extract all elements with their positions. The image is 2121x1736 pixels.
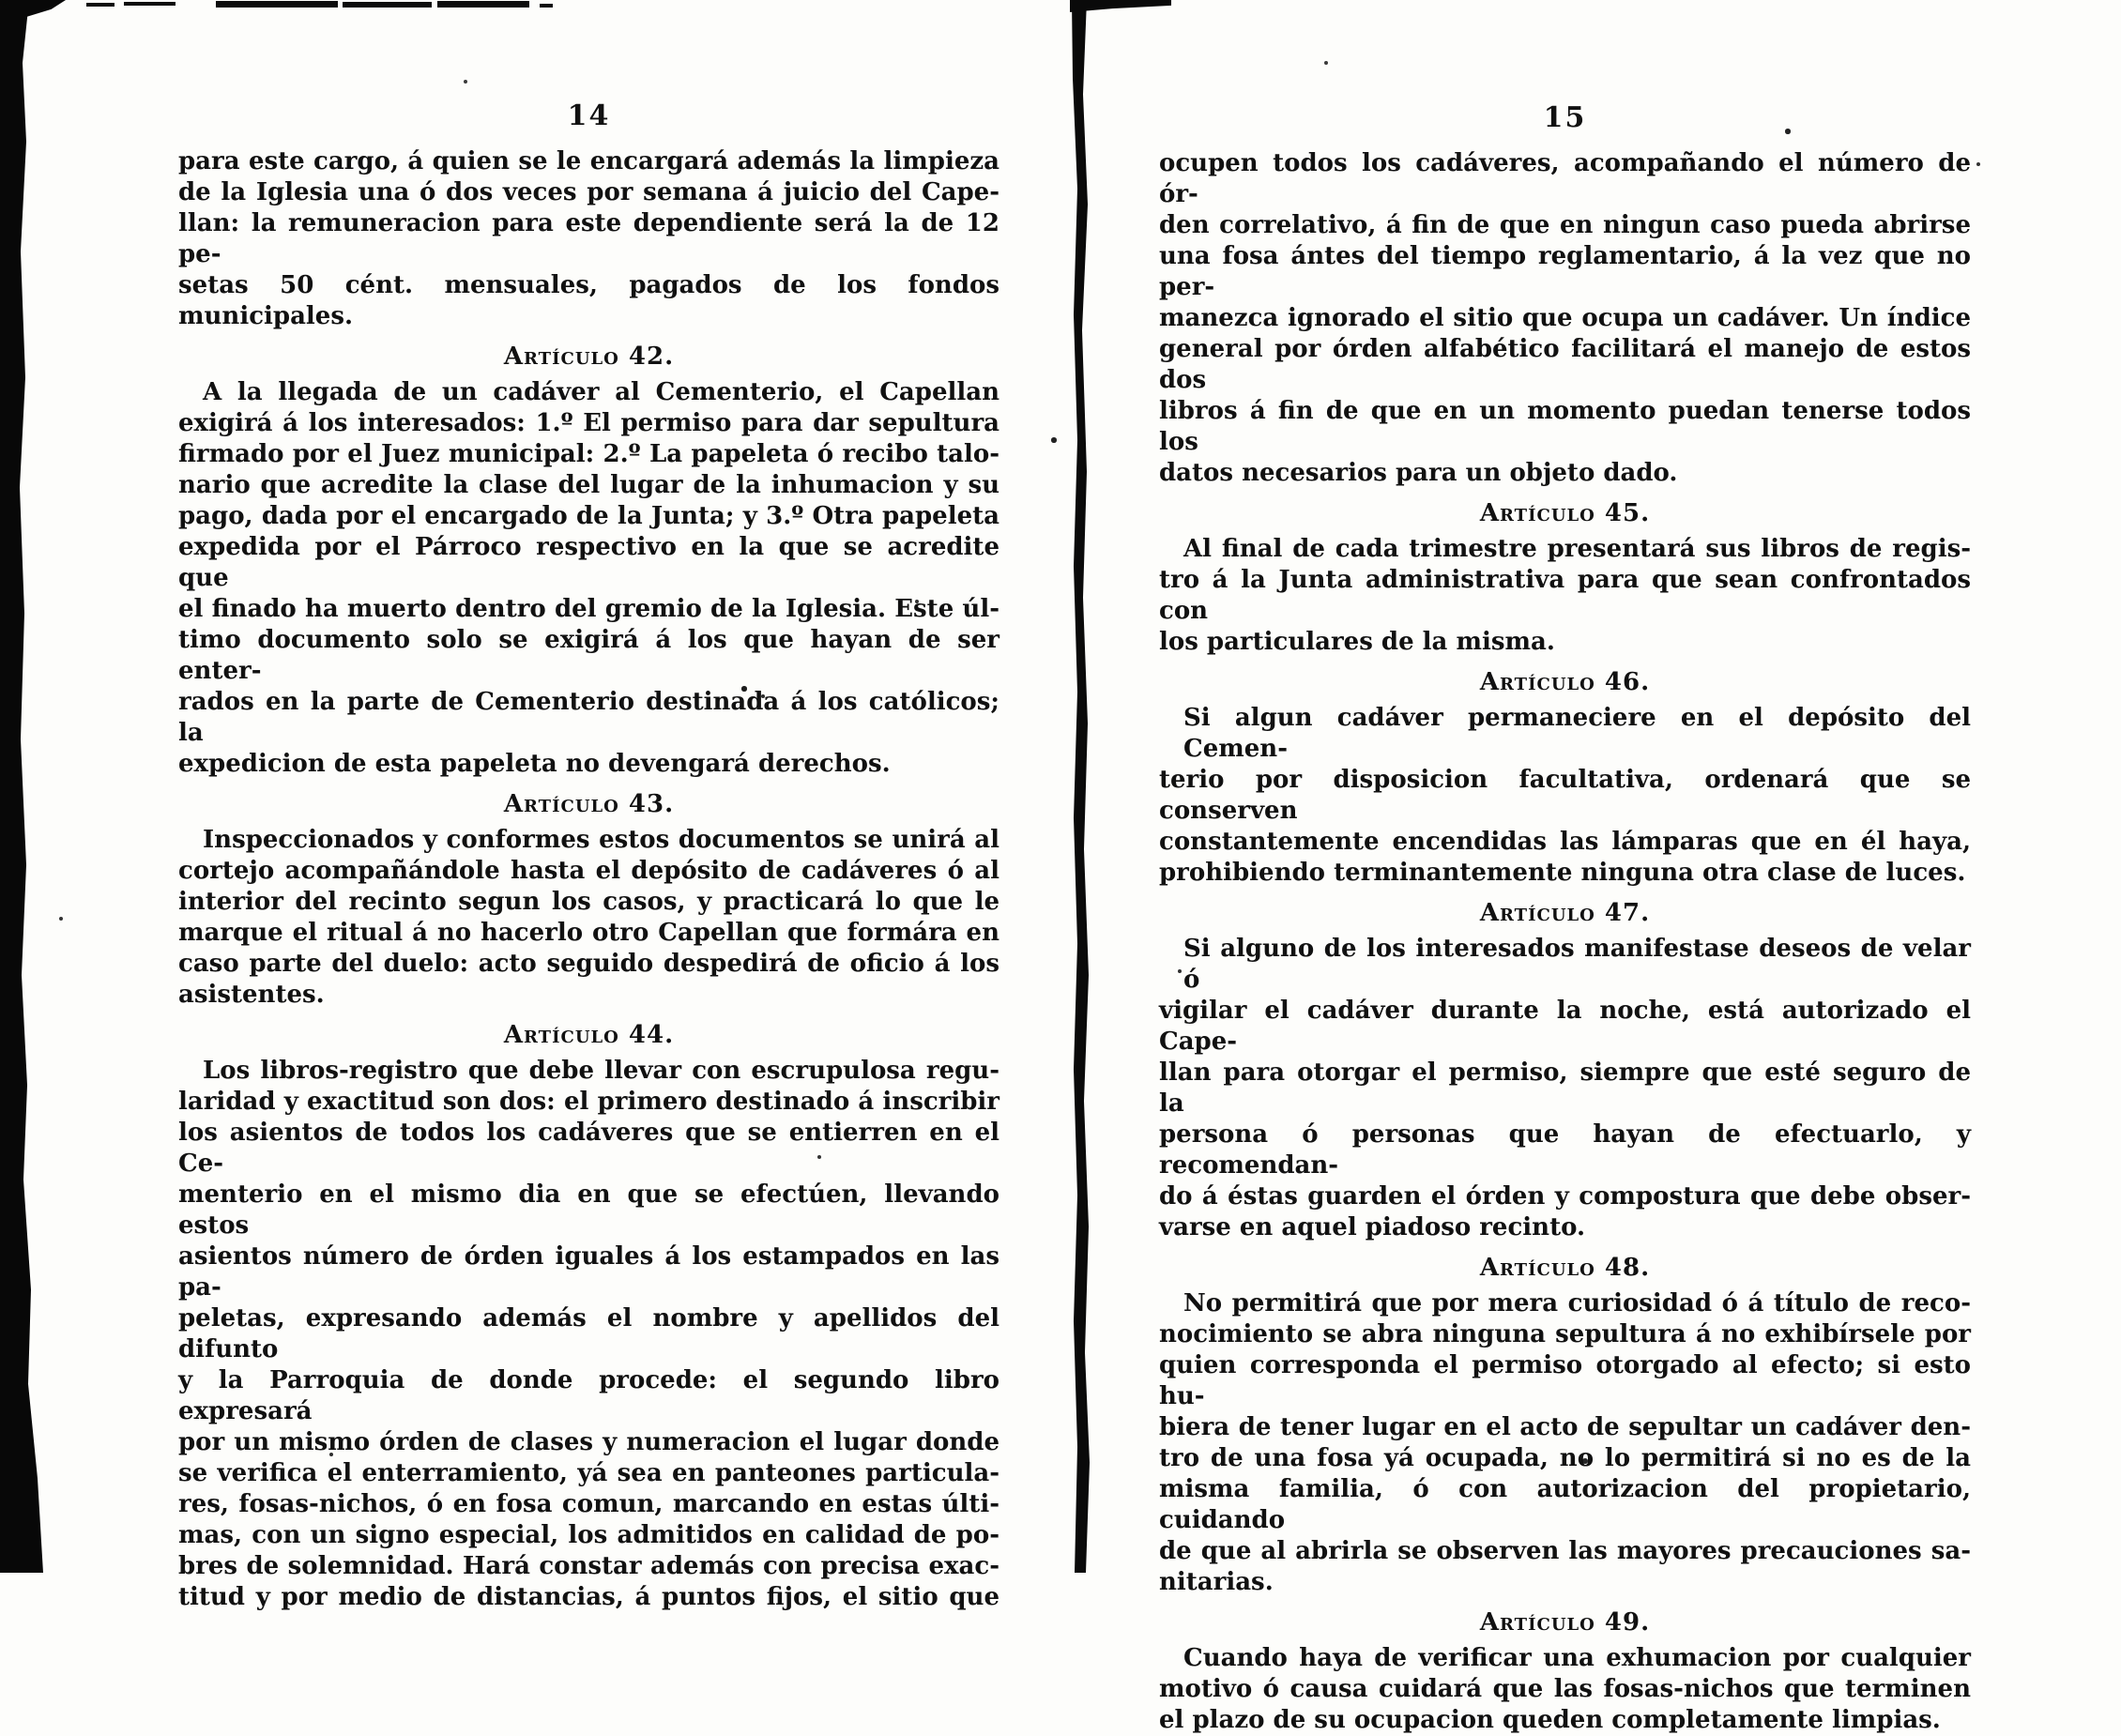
text-line: Inspeccionados y conformes estos documentos se unirá al xyxy=(203,826,999,854)
page-number: 14 xyxy=(567,99,611,132)
text-line: para este cargo, á quien se le encargará además la limpieza xyxy=(178,147,999,175)
text-line: los asientos de todos los cadáveres que se entierren en el Ce- xyxy=(178,1119,999,1178)
text-line: general por órden alfabético facilitará el manejo de estos dos xyxy=(1159,335,1971,394)
article-heading: Artículo 47. xyxy=(1479,899,1651,927)
text-line: Al final de cada trimestre presentará sus libros de regis- xyxy=(1183,535,1971,563)
binding-corner xyxy=(0,0,66,17)
text-line: manezca ignorado el sitio que ocupa un cadáver. Un índice xyxy=(1159,304,1971,332)
paragraph xyxy=(1159,534,1971,658)
text-line: tro á la Junta administrativa para que sean confrontados con xyxy=(1159,566,1971,625)
text-line: biera de tener lugar en el acto de sepultar un cadáver den- xyxy=(1159,1413,1971,1441)
text-line: pago, dada por el encargado de la Junta; y 3.º Otra papeleta xyxy=(178,502,999,530)
gutter-top-edge xyxy=(1070,0,1171,12)
text-line: misma familia, ó con autorizacion del propietario, cuidando xyxy=(1159,1475,1971,1534)
text-line: de que al abrirla se observen las mayores precauciones sa- xyxy=(1159,1537,1971,1565)
text-line: rados en la parte de Cementerio destinada á los católicos; la xyxy=(178,688,999,747)
article-heading: Artículo 42. xyxy=(503,343,675,371)
paragraph xyxy=(178,377,999,780)
text-line: prohibiendo terminantemente ninguna otra clase de luces. xyxy=(1159,859,1966,887)
page-top-edge-line xyxy=(343,2,432,8)
text-line: se verifica el enterramiento, yá sea en panteones particula- xyxy=(178,1459,999,1487)
text-line: varse en aquel piadoso recinto. xyxy=(1159,1213,1586,1241)
page-body xyxy=(178,146,999,1613)
text-line: nocimiento se abra ninguna sepultura á no exhibírsele por xyxy=(1159,1320,1971,1348)
text-line: den correlativo, á fin de que en ningun caso pueda abrirse xyxy=(1159,211,1971,239)
text-line: marque el ritual á no hacerlo otro Capellan que formára en xyxy=(178,919,999,947)
article-heading: Artículo 45. xyxy=(1479,499,1651,527)
scan-speckles xyxy=(0,0,2,2)
paragraph xyxy=(178,825,999,1011)
text-line: menterio en el mismo dia en que se efectúen, llevando estos xyxy=(178,1180,999,1240)
text-line: laridad y exactitud son dos: el primero destinado á inscribir xyxy=(178,1088,999,1116)
page-top-edge-line xyxy=(216,1,338,8)
text-line: llan: la remuneracion para este dependiente será la de 12 pe- xyxy=(178,209,999,268)
text-line: mas, con un signo especial, los admitidos en calidad de po- xyxy=(178,1521,999,1549)
text-line: quien corresponda el permiso otorgado al efecto; si esto hu- xyxy=(1159,1351,1971,1410)
text-line: motivo ó causa cuidará que las fosas-nichos que terminen xyxy=(1159,1675,1971,1703)
text-line: el finado ha muerto dentro del gremio de la Iglesia. Este úl- xyxy=(178,595,999,623)
text-line: una fosa ántes del tiempo reglamentario, á la vez que no per- xyxy=(1159,242,1971,301)
text-line: libros á fin de que en un momento puedan tenerse todos los xyxy=(1159,397,1971,456)
text-line: persona ó personas que hayan de efectuarlo, y recomendan- xyxy=(1159,1120,1971,1180)
text-line: vigilar el cadáver durante la noche, está autorizado el Cape- xyxy=(1159,997,1971,1056)
text-line: caso parte del duelo: acto seguido despedirá de oficio á los xyxy=(178,950,999,978)
article-heading: Artículo 44. xyxy=(503,1021,675,1049)
text-line: No permitirá que por mera curiosidad ó á título de reco- xyxy=(1183,1289,1971,1317)
text-line: nario que acredite la clase del lugar de la inhumacion y su xyxy=(178,471,999,499)
text-line: expedicion de esta papeleta no devengará derechos. xyxy=(178,750,891,778)
page-14 xyxy=(178,99,999,1613)
text-line: setas 50 cént. mensuales, pagados de los fondos municipales. xyxy=(178,271,999,330)
page-top-edge-line xyxy=(124,2,175,6)
text-line: terio por disposicion facultativa, ordenará que se conserven xyxy=(1159,766,1971,825)
text-line: firmado por el Juez municipal: 2.º La papeleta ó recibo talo- xyxy=(178,440,999,468)
text-line: Los libros-registro que debe llevar con escrupulosa regu- xyxy=(203,1057,999,1085)
text-line: asistentes. xyxy=(178,981,325,1009)
paragraph xyxy=(178,146,999,332)
text-line: y la Parroquia de donde procede: el segundo libro expresará xyxy=(178,1366,999,1425)
article-heading: Artículo 48. xyxy=(1479,1254,1651,1282)
text-line: Si alguno de los interesados manifestase deseos de velar ó xyxy=(1183,935,1971,994)
page-top-edge-line xyxy=(540,4,553,8)
paragraph xyxy=(1159,1288,1971,1598)
text-line: cortejo acompañándole hasta el depósito de cadáveres ó al xyxy=(178,857,999,885)
text-line: tro de una fosa yá ocupada, no lo permitirá si no es de la xyxy=(1159,1444,1971,1472)
paragraph xyxy=(1159,934,1971,1243)
text-line: titud y por medio de distancias, á puntos fijos, el sitio que xyxy=(178,1583,999,1611)
page-15 xyxy=(1159,101,1971,1736)
text-line: asientos número de órden iguales á los estampados en las pa- xyxy=(178,1242,999,1302)
text-line: Si algun cadáver permaneciere en el depósito del Cemen- xyxy=(1183,704,1971,763)
page-top-edge-line xyxy=(437,1,529,8)
text-line: nitarias. xyxy=(1159,1568,1274,1596)
paragraph xyxy=(178,1056,999,1613)
text-line: datos necesarios para un objeto dado. xyxy=(1159,459,1678,487)
page-number: 15 xyxy=(1543,101,1587,134)
page-top-edge-line xyxy=(86,3,114,7)
gutter-shadow xyxy=(1066,0,1091,1573)
text-line: los particulares de la misma. xyxy=(1159,628,1555,656)
text-line: do á éstas guarden el órden y compostura que debe obser- xyxy=(1159,1182,1971,1211)
paragraph xyxy=(1159,703,1971,889)
text-line: el plazo de su ocupacion queden completamente limpias. xyxy=(1159,1706,1941,1734)
text-line: peletas, expresando además el nombre y apellidos del difunto xyxy=(178,1304,999,1363)
article-heading: Artículo 49. xyxy=(1479,1608,1651,1637)
text-line: exigirá á los interesados: 1.º El permiso para dar sepultura xyxy=(178,409,999,437)
paragraph xyxy=(1159,148,1971,489)
text-line: Cuando haya de verificar una exhumacion por cualquier xyxy=(1183,1644,1971,1672)
text-line: constantemente encendidas las lámparas que en él haya, xyxy=(1159,828,1971,856)
text-line: bres de solemnidad. Hará constar además con precisa exac- xyxy=(178,1552,999,1580)
text-line: por un mismo órden de clases y numeracion el lugar donde xyxy=(178,1428,999,1456)
paragraph xyxy=(1159,1643,1971,1736)
text-line: interior del recinto segun los casos, y practicará lo que le xyxy=(178,888,999,916)
text-line: res, fosas-nichos, ó en fosa comun, marcando en estas últi- xyxy=(178,1490,999,1518)
text-line: timo documento solo se exigirá á los que hayan de ser enter- xyxy=(178,626,999,685)
binding-edge xyxy=(0,0,49,1573)
text-line: A la llegada de un cadáver al Cementerio, el Capellan xyxy=(203,378,999,406)
article-heading: Artículo 46. xyxy=(1479,668,1651,696)
text-line: llan para otorgar el permiso, siempre que esté seguro de la xyxy=(1159,1058,1971,1118)
article-heading: Artículo 43. xyxy=(503,790,675,818)
text-line: expedida por el Párroco respectivo en la que se acredite que xyxy=(178,533,999,592)
page-body xyxy=(1159,148,1971,1736)
text-line: de la Iglesia una ó dos veces por semana á juicio del Cape- xyxy=(178,178,999,206)
text-line: ocupen todos los cadáveres, acompañando el número de ór- xyxy=(1159,149,1971,208)
